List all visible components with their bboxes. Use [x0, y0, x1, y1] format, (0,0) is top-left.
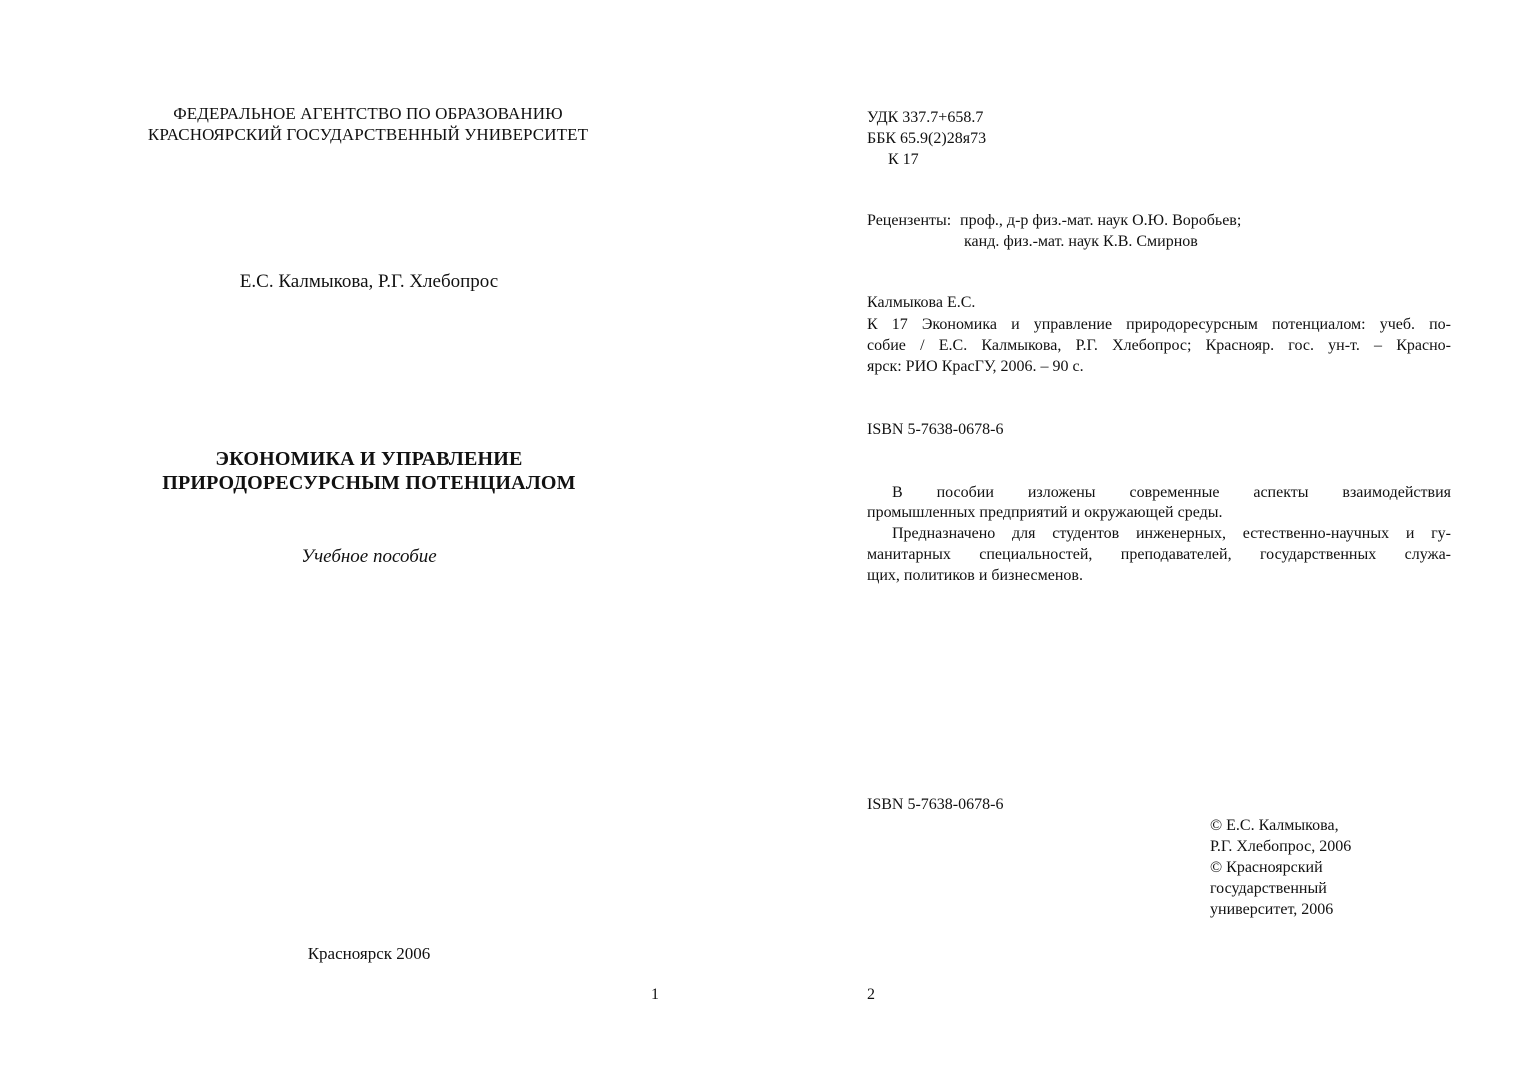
author-mark: К 17 — [888, 151, 919, 168]
page-number-left: 1 — [651, 986, 659, 1003]
book-subtitle: Учебное пособие — [301, 546, 437, 567]
biblio-line-3: ярск: РИО КрасГУ, 2006. – 90 с. — [867, 358, 1084, 375]
copyright-line-2: Р.Г. Хлебопрос, 2006 — [1210, 838, 1352, 855]
udk-code: УДК 337.7+658.7 — [867, 109, 984, 126]
university-name: КРАСНОЯРСКИЙ ГОСУДАРСТВЕННЫЙ УНИВЕРСИТЕТ — [147, 125, 589, 144]
copyright-line-1: © Е.С. Калмыкова, — [1210, 817, 1339, 834]
biblio-author: Калмыкова Е.С. — [867, 294, 976, 311]
biblio-line-2: собие / Е.С. Калмыкова, Р.Г. Хлебопрос; Краснояр. гос. ун-т. – Красно- — [867, 337, 1451, 354]
agency-name: ФЕДЕРАЛЬНОЕ АГЕНТСТВО ПО ОБРАЗОВАНИЮ — [173, 104, 563, 123]
abstract-line-3: Предназначено для студентов инженерных, естественно-научных и гу- — [892, 525, 1451, 542]
book-title-line-1: ЭКОНОМИКА И УПРАВЛЕНИЕ — [215, 448, 523, 470]
bbk-code: ББК 65.9(2)28я73 — [867, 130, 987, 147]
copyright-line-4: государственный — [1210, 880, 1327, 897]
abstract-line-5: щих, политиков и бизнесменов. — [867, 567, 1083, 584]
biblio-line-1: К 17 Экономика и управление природоресурсным потенциалом: учеб. по- — [867, 316, 1451, 333]
reviewers-label: Рецензенты: — [867, 212, 952, 229]
reviewer-2: канд. физ.-мат. наук К.В. Смирнов — [964, 233, 1198, 250]
abstract-line-1: В пособии изложены современные аспекты взаимодействия — [892, 484, 1451, 501]
abstract-line-2: промышленных предприятий и окружающей среды. — [867, 504, 1223, 521]
reviewer-1: проф., д-р физ.-мат. наук О.Ю. Воробьев; — [960, 212, 1242, 229]
copyright-line-5: университет, 2006 — [1210, 901, 1334, 918]
isbn-bottom: ISBN 5-7638-0678-6 — [867, 796, 1004, 813]
isbn-top: ISBN 5-7638-0678-6 — [867, 421, 1004, 438]
book-title-line-2: ПРИРОДОРЕСУРСНЫМ ПОТЕНЦИАЛОМ — [162, 472, 576, 494]
page-number-right: 2 — [867, 986, 875, 1003]
copyright-line-3: © Красноярский — [1210, 859, 1323, 876]
imprint-page — [764, 0, 1528, 1080]
city-year: Красноярск 2006 — [307, 944, 431, 963]
abstract-line-4: манитарных специальностей, преподавателей, государственных служа- — [867, 546, 1451, 563]
book-authors: Е.С. Калмыкова, Р.Г. Хлебопрос — [239, 271, 499, 292]
